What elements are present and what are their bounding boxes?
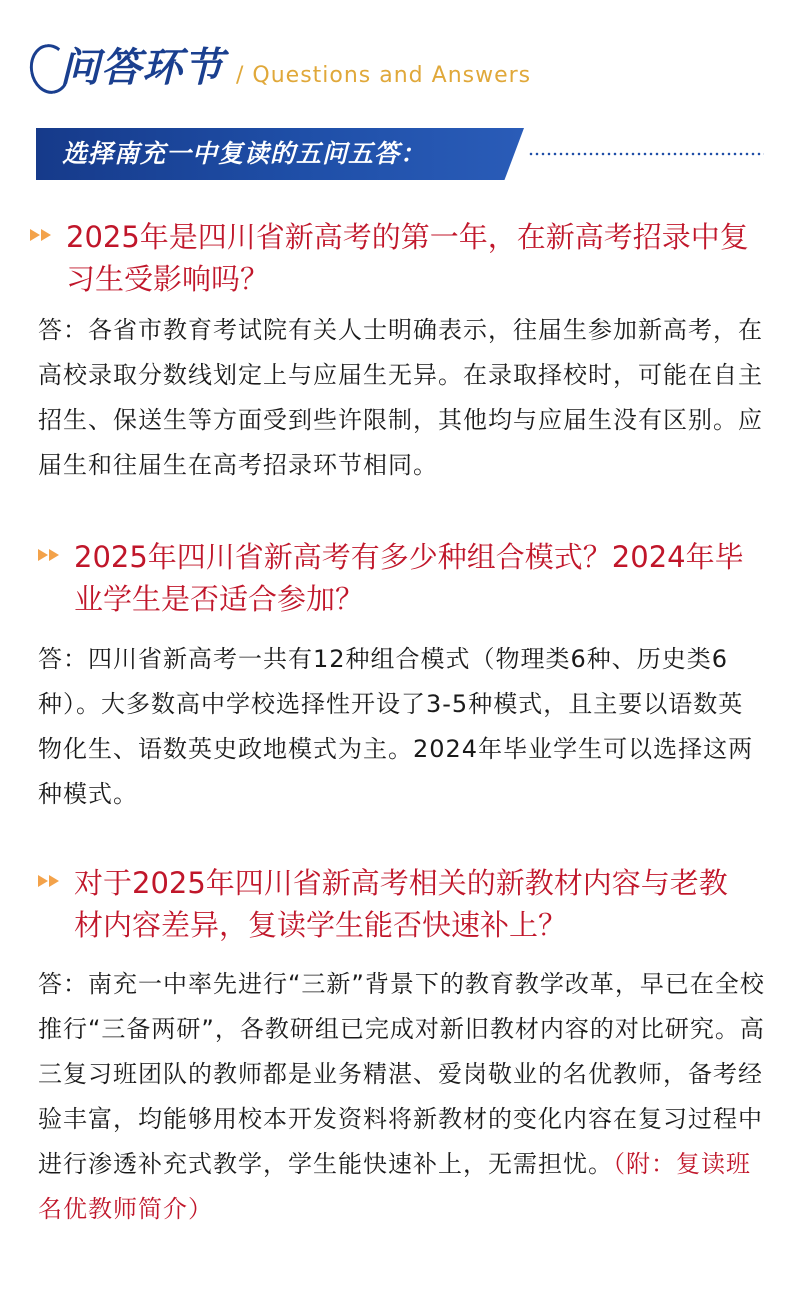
- double-arrow-icon: [38, 548, 64, 562]
- question-3: [38, 862, 748, 952]
- section-subtitle: / Questions and Answers: [236, 63, 532, 88]
- banner-text: 选择南充一中复读的五问五答：: [62, 139, 427, 168]
- double-arrow-icon: [38, 874, 64, 888]
- section-header: [30, 38, 770, 98]
- answer-3: [38, 962, 768, 1232]
- question-2: [38, 536, 758, 626]
- question-text: 2025年四川省新高考有多少种组合模式？2024年毕业学生是否适合参加？: [74, 540, 744, 616]
- section-title: 问答环节: [60, 45, 224, 91]
- question-text: 对于2025年四川省新高考相关的新教材内容与老教材内容差异，复读学生能否快速补上？: [74, 866, 728, 942]
- teacher-intro-note: （附：复读班名优教师简介）: [38, 1150, 751, 1223]
- question-1: [30, 216, 770, 306]
- answer-text: 答：南充一中率先进行“三新”背景下的教育教学改革，早已在全校推行“三备两研”，各教研组已完成对新旧教材内容的对比研究。高三复习班团队的教师都是业务精湛、爱岗敬业的名优教师，备考经验丰富，均能够用校本开发资料将新教材的变化内容在复习过程中进行渗透补充式教学，学生能快速补上，无需担忧。: [38, 970, 765, 1178]
- dotted-line-decoration: [528, 152, 764, 156]
- answer-1: 答：各省市教育考试院有关人士明确表示，往届生参加新高考，在高校录取分数线划定上与应届生无异。在录取择校时，可能在自主招生、保送生等方面受到些许限制，其他均与应届生没有区别。应届生和往届生在高考招录环节相同。: [38, 316, 763, 479]
- double-arrow-icon: [30, 228, 56, 242]
- answer-2: 答：四川省新高考一共有12种组合模式（物理类6种、历史类6种）。大多数高中学校选择性开设了3-5种模式，且主要以语数英物化生、语数英史政地模式为主。2024年毕业学生可以选择这两种模式。: [38, 645, 754, 808]
- question-text: 2025年是四川省新高考的第一年，在新高考招录中复习生受影响吗？: [66, 220, 749, 296]
- banner: [36, 128, 766, 180]
